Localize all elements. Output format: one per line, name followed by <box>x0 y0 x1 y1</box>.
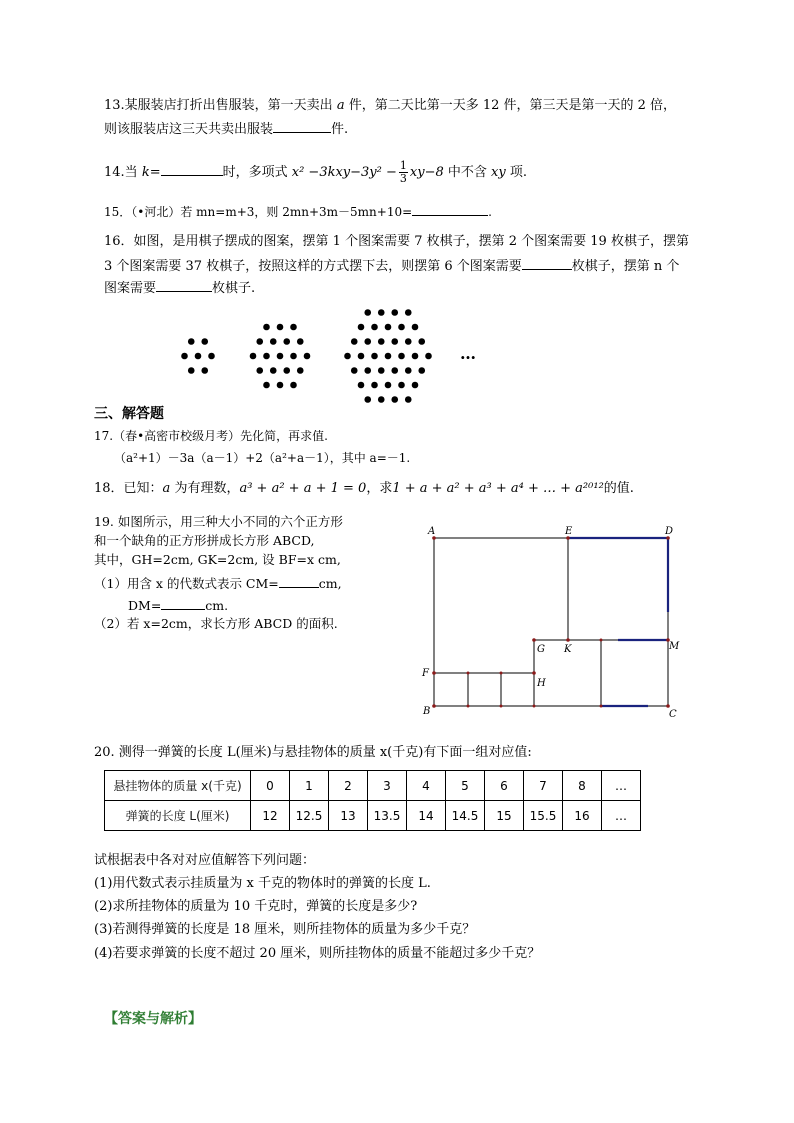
chess-piece-dot <box>418 367 425 374</box>
q13-answer-blank[interactable] <box>273 119 331 133</box>
chess-piece-dot <box>358 382 365 389</box>
pt-c <box>666 704 670 708</box>
q20-intro: 20. 测得一弹簧的长度 L(厘米)与悬挂物体的质量 x(千克)有下面一组对应值: <box>94 745 532 760</box>
pattern-3 <box>344 309 432 403</box>
q15-line: 15．（•河北）若 mn=m+3，则 2mn+3m－5mn+10= . <box>104 202 492 220</box>
q16-ellipsis: … <box>460 344 476 363</box>
table-cell: 15 <box>485 801 524 831</box>
chess-piece-dot <box>344 353 351 360</box>
chess-piece-dot <box>371 382 378 389</box>
table-cell: 15.5 <box>524 801 563 831</box>
q16-line2: 3 个图案需要 37 枚棋子，按照这样的方式摆下去，则摆第 6 个图案需要 枚棋子，摆第 n 个 <box>104 256 679 275</box>
pt-s6 <box>600 639 603 642</box>
q16-line1: 16．如图，是用棋子摆成的图案，摆第 1 个图案需要 7 枚棋子，摆第 2 个图案需要 19 枚棋子，摆第 <box>104 234 689 249</box>
chess-piece-dot <box>371 324 378 331</box>
label-e: E <box>565 526 573 537</box>
chess-piece-dot <box>378 367 385 374</box>
table-cell: 8 <box>563 771 602 801</box>
chess-piece-dot <box>304 353 311 360</box>
q20-part3: (3)若测得弹簧的长度是 18 厘米，则所挂物体的质量为多少千克？ <box>94 922 476 937</box>
q16-answer-blank-2[interactable] <box>156 278 212 292</box>
chess-piece-dot <box>412 353 419 360</box>
table-cell: 2 <box>329 771 368 801</box>
q20-table <box>104 770 641 831</box>
chess-piece-dot <box>412 382 419 389</box>
chess-piece-dot <box>391 338 398 345</box>
pt-s2 <box>500 672 503 675</box>
rectangle-abcd <box>434 538 668 706</box>
chess-piece-dot <box>425 353 432 360</box>
chess-piece-dot <box>208 353 215 360</box>
table-cell: 12.5 <box>290 801 329 831</box>
q14-line: 14.当 k= 时，多项式 x² −3kxy−3y² − $\frac{1}{3}$ xy−8 中不含 xy 项. <box>104 159 527 185</box>
chess-piece-dot <box>378 396 385 403</box>
table-cell: 5 <box>446 771 485 801</box>
q19-line3: 其中，GH=2cm, GK=2cm, 设 BF=x cm, <box>94 552 341 567</box>
table-header-length: 弹簧的长度 L(厘米) <box>105 801 251 831</box>
chess-piece-dot <box>405 367 412 374</box>
chess-piece-dot <box>364 396 371 403</box>
q20-part4: (4)若要求弹簧的长度不超过 20 厘米，则所挂物体的质量不能超过多少千克？ <box>94 946 541 961</box>
table-cell: 7 <box>524 771 563 801</box>
chess-piece-dot <box>283 367 290 374</box>
chess-piece-dot <box>351 367 358 374</box>
chess-piece-dot <box>297 338 304 345</box>
chess-piece-dot <box>385 353 392 360</box>
table-cell: 13.5 <box>368 801 407 831</box>
chess-piece-dot <box>297 367 304 374</box>
q19-line1: 19. 如图所示，用三种大小不同的六个正方形 <box>94 514 343 529</box>
chess-piece-dot <box>270 338 277 345</box>
answer-header: 【答案与解析】 <box>104 1011 202 1027</box>
table-cell: 13 <box>329 801 368 831</box>
chess-piece-dot <box>290 353 297 360</box>
label-b: B <box>423 706 431 717</box>
chess-piece-dot <box>418 338 425 345</box>
chess-piece-dot <box>391 309 398 316</box>
table-cell: 1 <box>290 771 329 801</box>
chess-piece-dot <box>277 324 284 331</box>
chess-piece-dot <box>283 338 290 345</box>
chess-piece-dot <box>398 382 405 389</box>
chess-piece-dot <box>290 382 297 389</box>
table-cell: 0 <box>251 771 290 801</box>
pattern-1 <box>181 338 215 374</box>
q18-line: 18．已知：a 为有理数，a³ + a² + a + 1 = 0，求1 + a + a² + a³ + a⁴ + … + a²⁰¹²的值. <box>94 481 634 496</box>
pt-s4 <box>500 705 503 708</box>
chess-piece-dot <box>378 338 385 345</box>
chess-piece-dot <box>364 309 371 316</box>
table-cell: 3 <box>368 771 407 801</box>
q17-line1: 17.（春•高密市校级月考）先化简，再求值. <box>94 429 328 443</box>
chess-piece-dot <box>378 309 385 316</box>
chess-piece-dot <box>405 338 412 345</box>
chess-piece-dot <box>364 338 371 345</box>
table-cell: 14 <box>407 801 446 831</box>
chess-piece-dot <box>263 353 270 360</box>
chess-piece-dot <box>405 309 412 316</box>
q19-dm-blank[interactable] <box>161 596 205 610</box>
q16-answer-blank-1[interactable] <box>522 256 572 270</box>
table-cell: 16 <box>563 801 602 831</box>
q19-rectangle-figure <box>418 522 688 722</box>
chess-piece-dot <box>195 353 202 360</box>
chess-piece-dot <box>364 367 371 374</box>
pt-s3 <box>467 705 470 708</box>
chess-piece-dot <box>256 367 263 374</box>
chess-piece-dot <box>181 353 188 360</box>
q19-line5: DM= cm. <box>128 598 229 613</box>
pt-s7 <box>600 705 603 708</box>
label-h: H <box>537 678 546 689</box>
chess-piece-dot <box>201 338 208 345</box>
q17-line2: （a²+1）－3a（a－1）+2（a²+a－1），其中 a=－1. <box>114 451 411 465</box>
pt-b <box>432 704 436 708</box>
pt-k <box>566 638 570 642</box>
table-cell: 6 <box>485 771 524 801</box>
label-m: M <box>669 641 680 652</box>
label-a: A <box>428 526 436 537</box>
pt-f <box>432 671 436 675</box>
q19-cm-blank[interactable] <box>279 574 319 588</box>
pt-s5 <box>533 705 536 708</box>
chess-piece-dot <box>250 353 257 360</box>
q19-line4: （1）用含 x 的代数式表示 CM= cm, <box>94 576 342 591</box>
q19-line2: 和一个缺角的正方形拼成长方形 ABCD, <box>94 533 315 548</box>
label-g: G <box>537 644 545 655</box>
chess-piece-dot <box>391 367 398 374</box>
label-k: K <box>564 644 572 655</box>
label-f: F <box>422 668 429 679</box>
chess-piece-dot <box>405 396 412 403</box>
chess-piece-dot <box>385 324 392 331</box>
q19-line6: （2）若 x=2cm，求长方形 ABCD 的面积. <box>94 616 338 631</box>
q16-line3: 图案需要 枚棋子. <box>104 278 255 297</box>
table-row <box>105 771 641 801</box>
pt-g <box>532 638 536 642</box>
label-d: D <box>665 526 674 537</box>
chess-piece-dot <box>385 382 392 389</box>
chess-piece-dot <box>398 353 405 360</box>
q15-answer-blank[interactable] <box>412 202 488 216</box>
table-cell: … <box>602 771 641 801</box>
pt-h <box>532 671 536 675</box>
pt-s1 <box>467 672 470 675</box>
pattern-2 <box>250 324 311 389</box>
table-cell: 14.5 <box>446 801 485 831</box>
section-title: 三、解答题 <box>94 406 164 422</box>
chess-piece-dot <box>256 338 263 345</box>
chess-piece-dot <box>391 396 398 403</box>
table-header-mass: 悬挂物体的质量 x(千克) <box>105 771 251 801</box>
label-c: C <box>669 709 677 720</box>
chess-piece-dot <box>277 353 284 360</box>
q20-after: 试根据表中各对对应值解答下列问题： <box>94 853 316 868</box>
chess-piece-dot <box>290 324 297 331</box>
chess-piece-dot <box>188 367 195 374</box>
q14-fraction: $\frac{1}{3}$ <box>399 159 407 185</box>
q20-part2: (2)求所挂物体的质量为 10 千克时，弹簧的长度是多少? <box>94 899 418 914</box>
chess-piece-dot <box>398 324 405 331</box>
chess-piece-dot <box>270 367 277 374</box>
chess-piece-dot <box>358 353 365 360</box>
table-cell: … <box>602 801 641 831</box>
chess-piece-dot <box>412 324 419 331</box>
chess-piece-dot <box>263 382 270 389</box>
q14-answer-blank[interactable] <box>161 162 223 176</box>
q20-part1: (1)用代数式表示挂质量为 x 千克的物体时的弹簧的长度 L. <box>94 876 431 891</box>
table-row <box>105 801 641 831</box>
chess-piece-dot <box>188 338 195 345</box>
table-cell: 12 <box>251 801 290 831</box>
chess-piece-dot <box>351 338 358 345</box>
chess-piece-dot <box>358 324 365 331</box>
q16-dot-patterns <box>170 300 500 415</box>
chess-piece-dot <box>263 324 270 331</box>
table-cell: 4 <box>407 771 446 801</box>
chess-piece-dot <box>201 367 208 374</box>
chess-piece-dot <box>277 382 284 389</box>
chess-piece-dot <box>371 353 378 360</box>
q13-line2: 则该服装店这三天共卖出服装 件. <box>104 119 348 138</box>
q13-line1: 13.某服装店打折出售服装，第一天卖出 a 件，第二天比第一天多 12 件，第三天是第一天的 2 倍， <box>104 98 677 113</box>
